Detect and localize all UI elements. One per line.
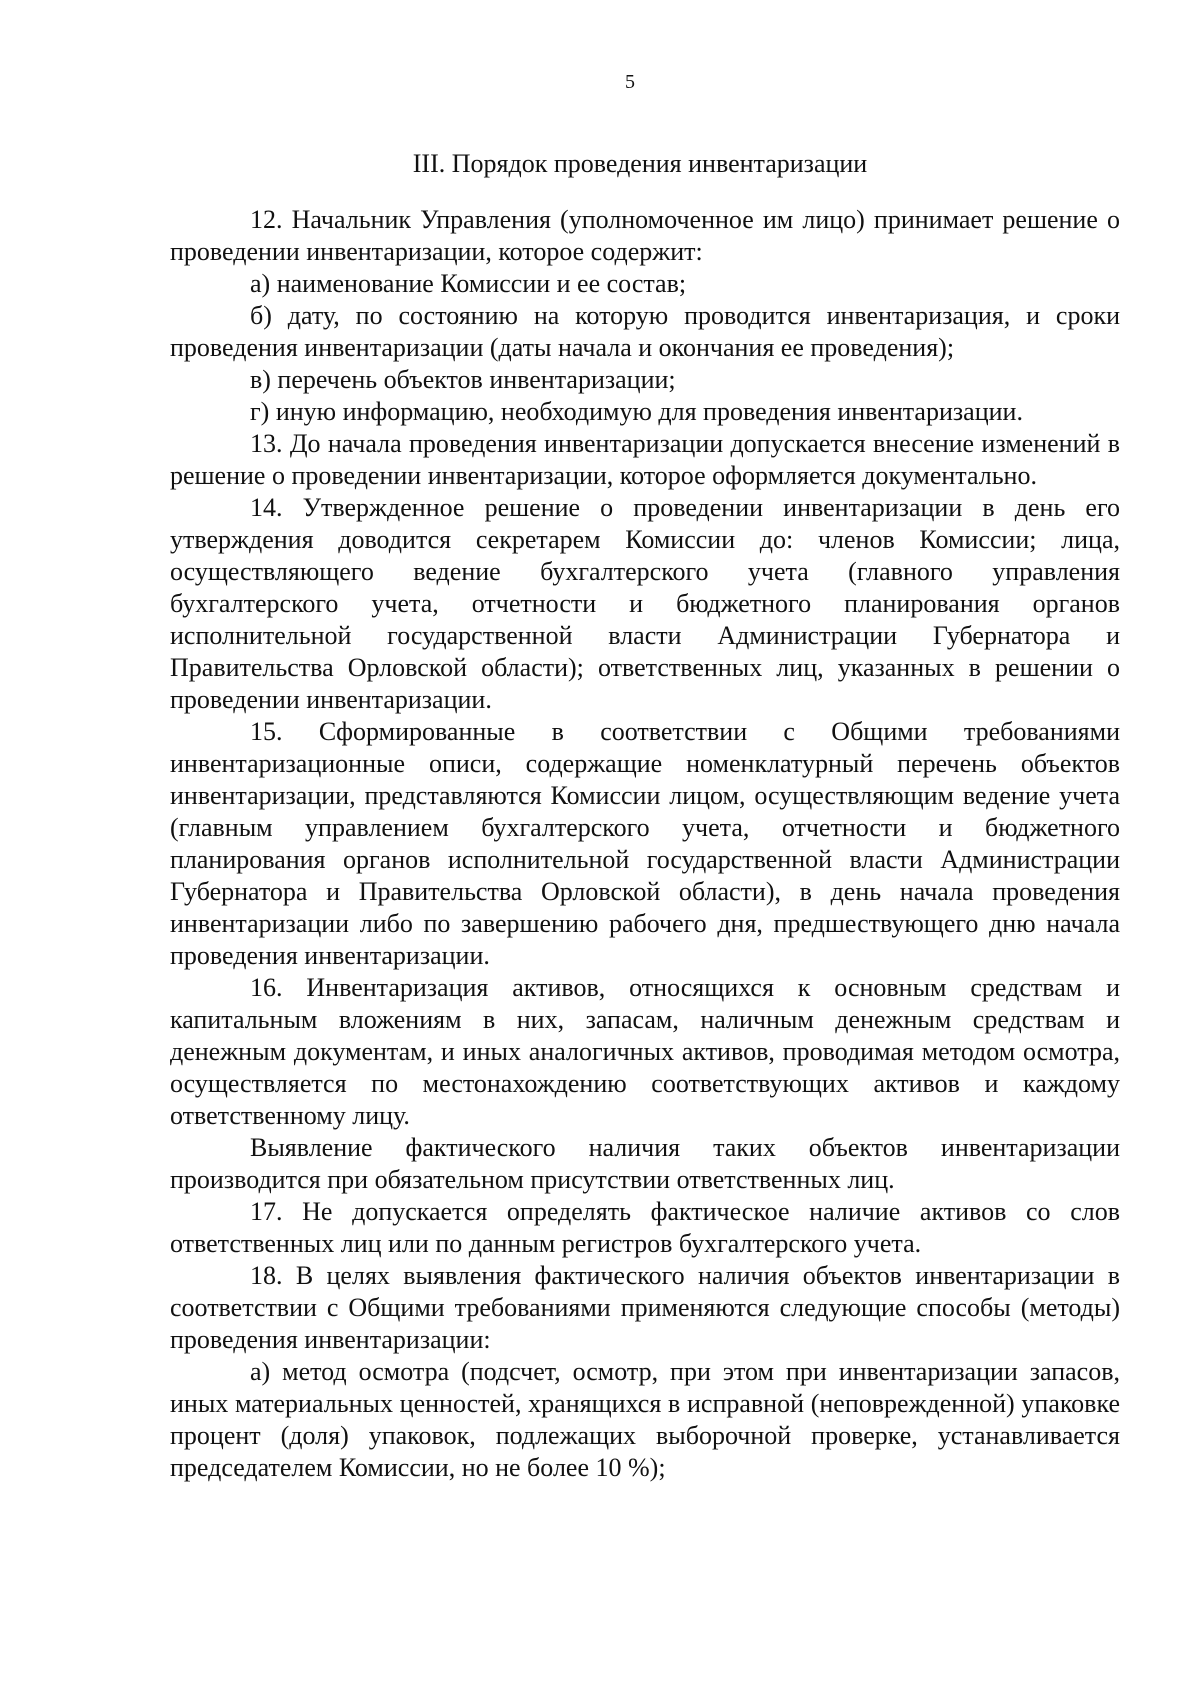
paragraph-15: 15. Сформированные в соответствии с Общими требованиями инвентаризационные описи, содержащие номенклатурный перечень объектов инвентаризации, представляются Комиссии лицом, осуществляющим ведение учета (главным управлением бухгалтерского учета, отчетности и бюджетного планирования органов исполнительной государственной власти Администрации Губернатора и Правительства Орловской области), в день начала проведения инвентаризации либо по завершению рабочего дня, предшествующего дню начала проведения инвентаризации. [170, 717, 1120, 970]
list-item-18a: а) метод осмотра (подсчет, осмотр, при этом при инвентаризации запасов, иных материальных ценностей, хранящихся в исправной (неповрежденной) упаковке процент (доля) упаковок, подлежащих выборочной проверке, устанавливается председателем Комиссии, но не более 10 %); [170, 1357, 1120, 1482]
paragraph-14: 14. Утвержденное решение о проведении инвентаризации в день его утверждения доводится секретарем Комиссии до: членов Комиссии; лица, осуществляющего ведение бухгалтерского учета (главного управления бухгалтерского учета, отчетности и бюджетного планирования органов исполнительной государственной власти Администрации Губернатора и Правительства Орловской области); ответственных лиц, указанных в решении о проведении инвентаризации. [170, 493, 1120, 714]
paragraph-12: 12. Начальник Управления (уполномоченное им лицо) принимает решение о проведении инвентаризации, которое содержит: [170, 205, 1120, 266]
paragraph-18: 18. В целях выявления фактического наличия объектов инвентаризации в соответствии с Общими требованиями применяются следующие способы (методы) проведения инвентаризации: [170, 1261, 1120, 1354]
paragraph-16: 16. Инвентаризация активов, относящихся к основным средствам и капитальным вложениям в них, запасам, наличным денежным средствам и денежным документам, и иных аналогичных активов, проводимая методом осмотра, осуществляется по местонахождению соответствующих активов и каждому ответственному лицу. [170, 973, 1120, 1130]
paragraph-13: 13. До начала проведения инвентаризации допускается внесение изменений в решение о проведении инвентаризации, которое оформляется документально. [170, 429, 1120, 490]
list-item-a: а) наименование Комиссии и ее состав; [250, 269, 687, 298]
list-item-g: г) иную информацию, необходимую для проведения инвентаризации. [250, 397, 1023, 426]
list-item-v: в) перечень объектов инвентаризации; [250, 365, 676, 394]
list-item-b: б) дату, по состоянию на которую проводится инвентаризация, и сроки проведения инвентаризации (даты начала и окончания ее проведения); [170, 301, 1120, 362]
section-title: III. Порядок проведения инвентаризации [412, 149, 868, 178]
page-number: 5 [625, 71, 635, 93]
paragraph-17: 17. Не допускается определять фактическое наличие активов со слов ответственных лиц или по данным регистров бухгалтерского учета. [170, 1197, 1120, 1258]
body-text [170, 204, 1120, 1484]
paragraph-16-continued: Выявление фактического наличия таких объектов инвентаризации производится при обязательном присутствии ответственных лиц. [170, 1133, 1120, 1194]
